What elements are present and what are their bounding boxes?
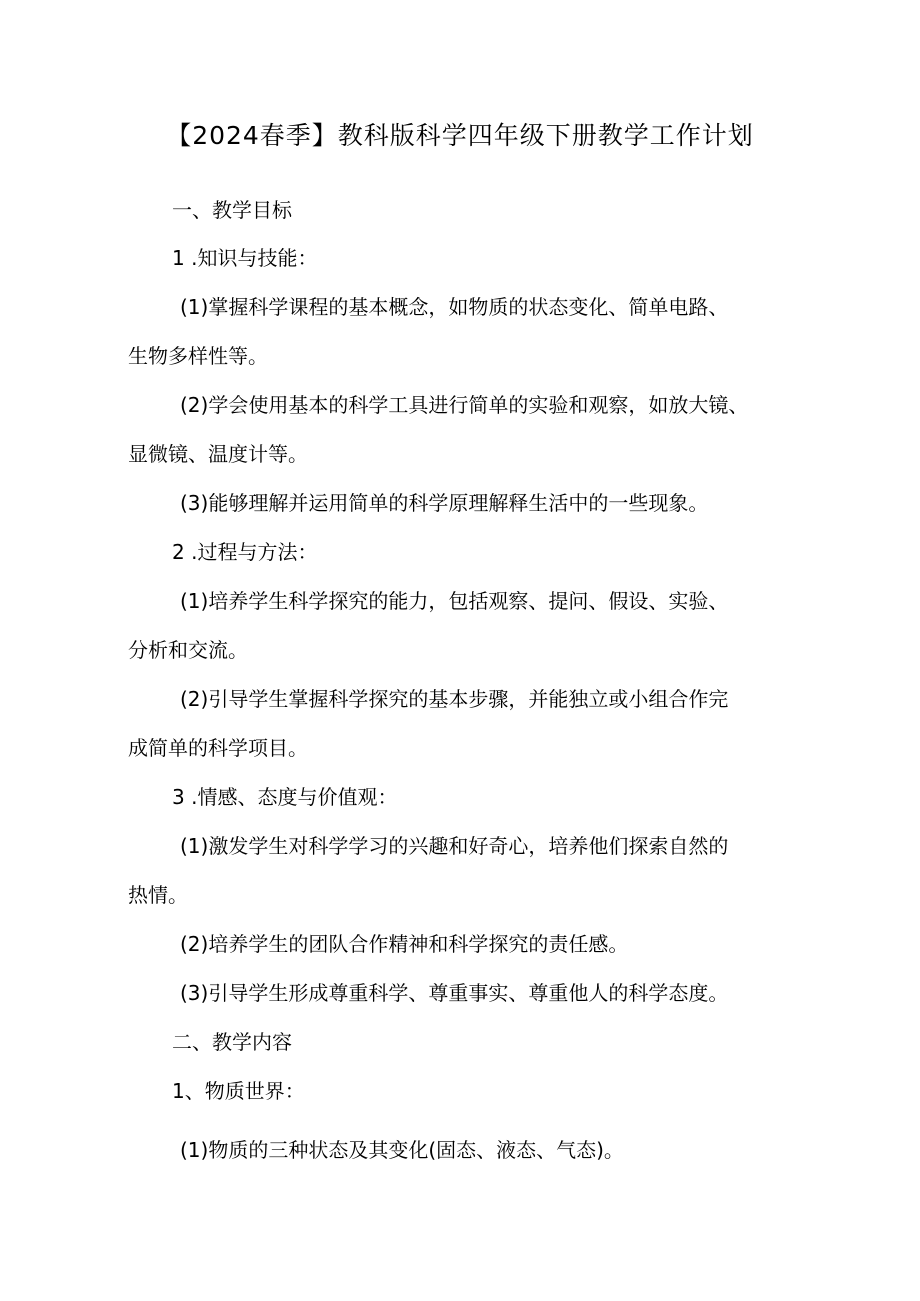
section-heading-teaching-goals: 一、教学目标 (172, 198, 292, 222)
paragraph-line: (1)培养学生科学探究的能力，包括观察、提问、假设、实验、 (180, 589, 729, 613)
paragraph-line: (3)能够理解并运用简单的科学原理解释生活中的一些现象。 (180, 491, 709, 515)
paragraph-line: (1)激发学生对科学学习的兴趣和好奇心，培养他们探索自然的 (180, 834, 729, 858)
subsection-heading-emotion-values: 3 .情感、态度与价值观： (172, 785, 398, 809)
paragraph-line: (1)掌握科学课程的基本概念，如物质的状态变化、简单电路、 (180, 295, 729, 319)
subsection-heading-material-world: 1、物质世界： (172, 1079, 305, 1103)
paragraph-line: 热情。 (128, 883, 188, 907)
paragraph-line: 分析和交流。 (128, 638, 248, 662)
subsection-heading-knowledge-skills: 1 .知识与技能： (172, 246, 318, 270)
paragraph-line: (2)学会使用基本的科学工具进行简单的实验和观察，如放大镜、 (180, 393, 749, 417)
subsection-heading-process-methods: 2 .过程与方法： (172, 540, 318, 564)
document-title: 【2024春季】教科版科学四年级下册教学工作计划 (166, 121, 754, 150)
paragraph-line: (1)物质的三种状态及其变化(固态、液态、气态)。 (180, 1138, 624, 1162)
paragraph-line: 成简单的科学项目。 (128, 736, 308, 760)
paragraph-line: 显微镜、温度计等。 (128, 442, 308, 466)
paragraph-line: (2)培养学生的团队合作精神和科学探究的责任感。 (180, 932, 629, 956)
section-heading-teaching-content: 二、教学内容 (172, 1030, 292, 1054)
paragraph-line: 生物多样性等。 (128, 344, 268, 368)
paragraph-line: (3)引导学生形成尊重科学、尊重事实、尊重他人的科学态度。 (180, 981, 729, 1005)
paragraph-line: (2)引导学生掌握科学探究的基本步骤，并能独立或小组合作完 (180, 687, 729, 711)
